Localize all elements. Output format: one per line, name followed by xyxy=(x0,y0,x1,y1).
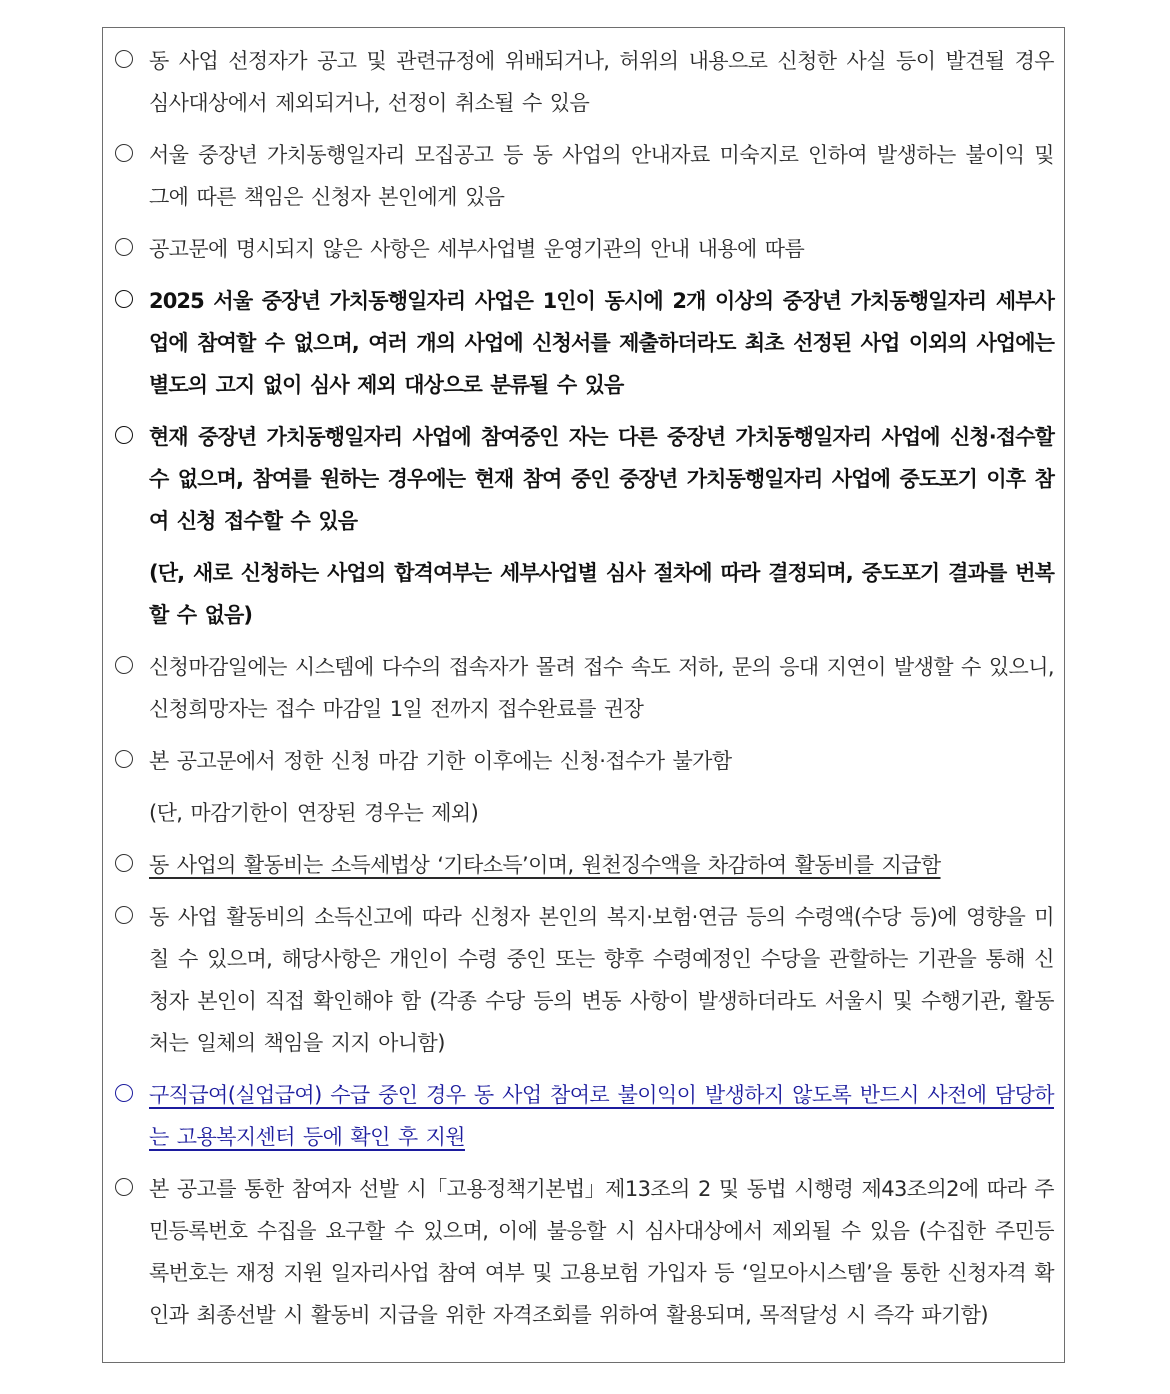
notice-item-deadline-congestion xyxy=(115,646,1054,730)
notice-text: 구직급여(실업급여) 수급 중인 경우 동 사업 참여로 불이익이 발생하지 않도록 반드시 사전에 담당하는 고용복지센터 등에 확인 후 지원 xyxy=(149,1083,1054,1149)
notice-text: 동 사업의 활동비는 소득세법상 ‘기타소득’이며, 원천징수액을 차감하여 활동비를 지급함 xyxy=(149,853,941,877)
notice-note-text: (단, 새로 신청하는 사업의 합격여부는 세부사업별 심사 절차에 따라 결정되며, 중도포기 결과를 번복할 수 없음) xyxy=(149,561,1054,627)
notice-item-welfare-impact xyxy=(115,896,1054,1064)
circle-bullet-icon xyxy=(115,656,133,674)
notice-item-selection-cancel xyxy=(115,40,1054,124)
notice-text: 본 공고문에서 정한 신청 마감 기한 이후에는 신청·접수가 불가함 xyxy=(149,749,732,773)
notice-item-current-participants xyxy=(115,416,1054,542)
notice-text: 2025 서울 중장년 가치동행일자리 사업은 1인이 동시에 2개 이상의 중장년 가치동행일자리 세부사업에 참여할 수 없으며, 여러 개의 사업에 신청서를 제출하더라도 최초 선정된 사업 이외의 사업에는 별도의 고지 없이 심사 제외 대상으로 분류될 수 있음 xyxy=(149,289,1054,397)
notice-text: 동 사업 활동비의 소득신고에 따라 신청자 본인의 복지·보험·연금 등의 수령액(수당 등)에 영향을 미칠 수 있으며, 해당사항은 개인이 수령 중인 또는 향후 수령예정인 수당을 관할하는 기관을 통해 신청자 본인이 직접 확인해야 함 (각종 수당 등의 변동 사항이 발생하더라도 서울시 및 수행기관, 활동처는 일체의 책임을 지지 아니함) xyxy=(149,905,1054,1055)
circle-bullet-icon xyxy=(115,854,133,872)
notice-text: 동 사업 선정자가 공고 및 관련규정에 위배되거나, 허위의 내용으로 신청한 사실 등이 발견될 경우 심사대상에서 제외되거나, 선정이 취소될 수 있음 xyxy=(149,49,1054,115)
circle-bullet-icon xyxy=(115,426,133,444)
circle-bullet-icon xyxy=(115,750,133,768)
notice-note-withdrawal xyxy=(115,552,1054,636)
notice-item-activity-income xyxy=(115,844,1054,886)
circle-bullet-icon xyxy=(115,144,133,162)
notice-item-duplicate-participation xyxy=(115,280,1054,406)
circle-bullet-icon xyxy=(115,290,133,308)
circle-bullet-icon xyxy=(115,1178,133,1196)
notice-text: 현재 중장년 가치동행일자리 사업에 참여중인 자는 다른 중장년 가치동행일자리 사업에 신청·접수할 수 없으며, 참여를 원하는 경우에는 현재 참여 중인 중장년 가치동행일자리 사업에 중도포기 이후 참여 신청 접수할 수 있음 xyxy=(149,425,1054,533)
circle-bullet-icon xyxy=(115,238,133,256)
circle-bullet-icon xyxy=(115,50,133,68)
notice-text: 신청마감일에는 시스템에 다수의 접속자가 몰려 접수 속도 저하, 문의 응대 지연이 발생할 수 있으니, 신청희망자는 접수 마감일 1일 전까지 접수완료를 권장 xyxy=(149,655,1054,721)
notice-text: 본 공고를 통한 참여자 선발 시「고용정책기본법」제13조의 2 및 동법 시행령 제43조의2에 따라 주민등록번호 수집을 요구할 수 있으며, 이에 불응할 시 심사대상에서 제외될 수 있음 (수집한 주민등록번호는 재정 지원 일자리사업 참여 여부 및 고용보험 가입자 등 ‘일모아시스템’을 통한 신청자격 확인과 최종선발 시 활동비 지급을 위한 자격조회를 위하여 활용되며, 목적달성 시 즉각 파기함) xyxy=(149,1177,1054,1327)
circle-bullet-icon xyxy=(115,1084,133,1102)
notice-item-deadline xyxy=(115,740,1054,782)
notice-box xyxy=(102,27,1065,1363)
notice-text: 서울 중장년 가치동행일자리 모집공고 등 동 사업의 안내자료 미숙지로 인하여 발생하는 불이익 및 그에 따른 책임은 신청자 본인에게 있음 xyxy=(149,143,1054,209)
circle-bullet-icon xyxy=(115,906,133,924)
notice-item-resident-number xyxy=(115,1168,1054,1336)
notice-item-responsibility xyxy=(115,134,1054,218)
notice-note-text: (단, 마감기한이 연장된 경우는 제외) xyxy=(149,801,479,825)
notice-text: 공고문에 명시되지 않은 사항은 세부사업별 운영기관의 안내 내용에 따름 xyxy=(149,237,805,261)
notice-item-unemployment-benefit xyxy=(115,1074,1054,1158)
notice-note-extension xyxy=(115,792,1054,834)
notice-item-unspecified-matters xyxy=(115,228,1054,270)
